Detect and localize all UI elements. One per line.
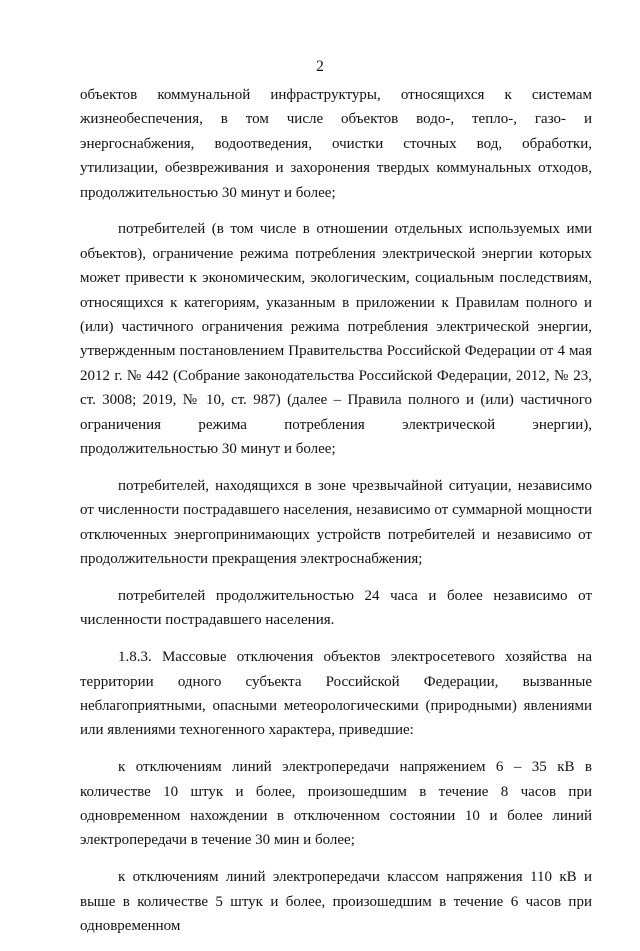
paragraph-lines-110kv: к отключениям линий электропередачи классом напряжения 110 кВ и выше в количестве 5 штук и более, произошедшим в течение 6 часов при одновременном <box>80 869 592 934</box>
document-body <box>80 83 592 951</box>
paragraph-section-1-8-3: 1.8.3. Массовые отключения объектов электросетевого хозяйства на территории одного субъекта Российской Федерации, вызванные неблагоприятными, опасными метеорологическими (природными) явлениями или явлениями техногенного характера, приведшие: <box>80 649 592 739</box>
paragraph-consumers-24-hours: потребителей продолжительностью 24 часа и более независимо от численности пострадавшего населения. <box>80 587 592 629</box>
paragraph-lines-6-35kv: к отключениям линий электропередачи напряжением 6 – 35 кВ в количестве 10 штук и более, произошедшим в течение 8 часов при одновременном нахождении в отключенном состоянии 10 и более линий электропередачи в течение 30 мин и более; <box>80 759 592 849</box>
page-number: 2 <box>316 58 324 75</box>
paragraph-consumers-consequences: потребителей (в том числе в отношении отдельных используемых ими объектов), ограничение режима потребления электрической энергии которых может привести к экономическим, экологическим, социальным последствиям, относящихся к категориям, указанным в приложении к Правилам полного и (или) частичного ограничения режима потребления электрической энергии, утвержденным постановлением Правительства Российской Федерации от 4 мая 2012 г. № 442 (Собрание законодательства Российской Федерации, 2012, № 23, ст. 3008; 2019, № 10, ст. 987) (далее – Правила полного и (или) частичного ограничения режима потребления электрической энергии), продолжительностью 30 минут и более; <box>80 221 592 458</box>
paragraph-consumers-emergency-zone: потребителей, находящихся в зоне чрезвычайной ситуации, независимо от численности пострадавшего населения, независимо от суммарной мощности отключенных энергопринимающих устройств потребителей и независимо от продолжительности прекращения электроснабжения; <box>80 477 592 568</box>
paragraph-utility-infrastructure: объектов коммунальной инфраструктуры, относящихся к системам жизнеобеспечения, в том числе объектов водо-, тепло-, газо- и энергоснабжения, водоотведения, очистки сточных вод, обработки, утилизации, обезвреживания и захоронения твердых коммунальных отходов, продолжительностью 30 минут и более; <box>80 87 592 201</box>
